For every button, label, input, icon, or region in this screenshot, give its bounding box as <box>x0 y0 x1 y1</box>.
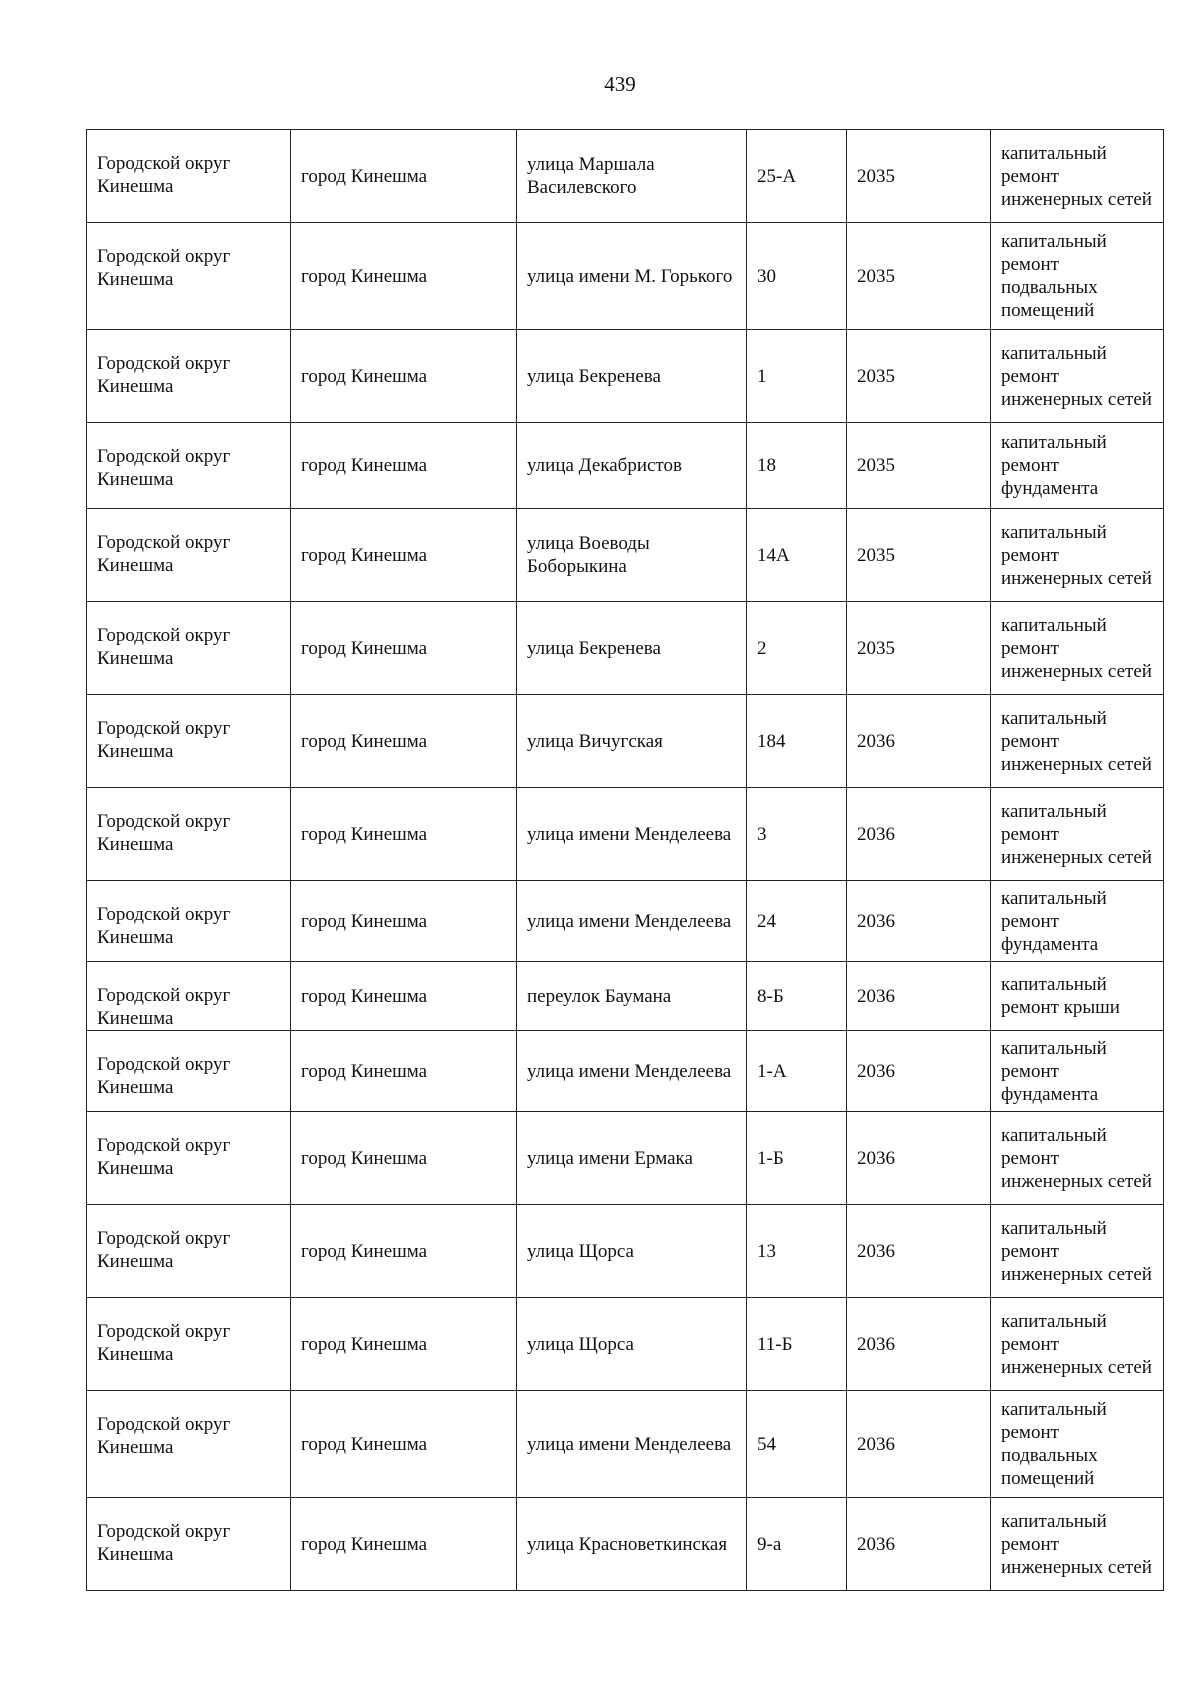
street-cell: улица Декабристов <box>517 423 747 509</box>
house-number-cell: 54 <box>747 1391 847 1498</box>
district-cell: Городской округ Кинешма <box>87 330 291 423</box>
table-row <box>87 130 1164 223</box>
street-cell: улица Щорса <box>517 1298 747 1391</box>
street-cell: улица Бекренева <box>517 602 747 695</box>
housing-repair-table <box>86 129 1164 1591</box>
street-cell: улица Маршала Василевского <box>517 130 747 223</box>
street-cell: улица имени Менделеева <box>517 881 747 962</box>
district-cell: Городской округ Кинешма <box>87 1298 291 1391</box>
district-cell: Городской округ Кинешма <box>87 223 291 330</box>
district-cell: Городской округ Кинешма <box>87 788 291 881</box>
repair-type-cell: капитальный ремонт инженерных сетей <box>991 602 1164 695</box>
year-cell: 2036 <box>847 1498 991 1591</box>
repair-type-cell: капитальный ремонт подвальных помещений <box>991 1391 1164 1498</box>
street-cell: улица Вичугская <box>517 695 747 788</box>
street-cell: улица имени М. Горького <box>517 223 747 330</box>
repair-type-cell: капитальный ремонт инженерных сетей <box>991 1298 1164 1391</box>
house-number-cell: 8-Б <box>747 962 847 1031</box>
city-cell: город Кинешма <box>291 1205 517 1298</box>
city-cell: город Кинешма <box>291 962 517 1031</box>
year-cell: 2035 <box>847 330 991 423</box>
repair-type-cell: капитальный ремонт инженерных сетей <box>991 1205 1164 1298</box>
house-number-cell: 1 <box>747 330 847 423</box>
table-row <box>87 1391 1164 1498</box>
year-cell: 2036 <box>847 1031 991 1112</box>
repair-type-cell: капитальный ремонт подвальных помещений <box>991 223 1164 330</box>
house-number-cell: 184 <box>747 695 847 788</box>
city-cell: город Кинешма <box>291 1031 517 1112</box>
house-number-cell: 18 <box>747 423 847 509</box>
year-cell: 2035 <box>847 223 991 330</box>
table-row <box>87 330 1164 423</box>
city-cell: город Кинешма <box>291 602 517 695</box>
district-cell: Городской округ Кинешма <box>87 881 291 962</box>
year-cell: 2036 <box>847 962 991 1031</box>
table-row <box>87 1112 1164 1205</box>
city-cell: город Кинешма <box>291 423 517 509</box>
table-row <box>87 881 1164 962</box>
city-cell: город Кинешма <box>291 1391 517 1498</box>
house-number-cell: 25-А <box>747 130 847 223</box>
repair-type-cell: капитальный ремонт инженерных сетей <box>991 788 1164 881</box>
district-cell: Городской округ Кинешма <box>87 130 291 223</box>
street-cell: улица имени Менделеева <box>517 1031 747 1112</box>
house-number-cell: 11-Б <box>747 1298 847 1391</box>
city-cell: город Кинешма <box>291 1298 517 1391</box>
district-cell: Городской округ Кинешма <box>87 602 291 695</box>
year-cell: 2036 <box>847 881 991 962</box>
city-cell: город Кинешма <box>291 881 517 962</box>
year-cell: 2036 <box>847 1112 991 1205</box>
repair-type-cell: капитальный ремонт инженерных сетей <box>991 1498 1164 1591</box>
city-cell: город Кинешма <box>291 1112 517 1205</box>
district-cell: Городской округ Кинешма <box>87 1031 291 1112</box>
house-number-cell: 24 <box>747 881 847 962</box>
district-cell: Городской округ Кинешма <box>87 1498 291 1591</box>
city-cell: город Кинешма <box>291 330 517 423</box>
district-cell: Городской округ Кинешма <box>87 1112 291 1205</box>
repair-type-cell: капитальный ремонт фундамента <box>991 1031 1164 1112</box>
house-number-cell: 1-Б <box>747 1112 847 1205</box>
repair-type-cell: капитальный ремонт инженерных сетей <box>991 509 1164 602</box>
street-cell: улица Щорса <box>517 1205 747 1298</box>
table-row <box>87 223 1164 330</box>
repair-type-cell: капитальный ремонт фундамента <box>991 423 1164 509</box>
city-cell: город Кинешма <box>291 1498 517 1591</box>
year-cell: 2036 <box>847 1391 991 1498</box>
year-cell: 2036 <box>847 788 991 881</box>
street-cell: улица имени Менделеева <box>517 1391 747 1498</box>
table-row <box>87 1031 1164 1112</box>
city-cell: город Кинешма <box>291 223 517 330</box>
year-cell: 2035 <box>847 130 991 223</box>
year-cell: 2036 <box>847 695 991 788</box>
city-cell: город Кинешма <box>291 788 517 881</box>
district-cell: Городской округ Кинешма <box>87 962 291 1031</box>
city-cell: город Кинешма <box>291 695 517 788</box>
house-number-cell: 13 <box>747 1205 847 1298</box>
table-row <box>87 1298 1164 1391</box>
repair-type-cell: капитальный ремонт инженерных сетей <box>991 330 1164 423</box>
street-cell: переулок Баумана <box>517 962 747 1031</box>
city-cell: город Кинешма <box>291 509 517 602</box>
table-row <box>87 695 1164 788</box>
repair-type-cell: капитальный ремонт инженерных сетей <box>991 695 1164 788</box>
repair-type-cell: капитальный ремонт фундамента <box>991 881 1164 962</box>
house-number-cell: 14А <box>747 509 847 602</box>
street-cell: улица имени Ермака <box>517 1112 747 1205</box>
table-row <box>87 962 1164 1031</box>
district-cell: Городской округ Кинешма <box>87 1391 291 1498</box>
year-cell: 2036 <box>847 1205 991 1298</box>
street-cell: улица Бекренева <box>517 330 747 423</box>
table-row <box>87 509 1164 602</box>
table-row <box>87 602 1164 695</box>
district-cell: Городской округ Кинешма <box>87 509 291 602</box>
table-row <box>87 1205 1164 1298</box>
house-number-cell: 9-а <box>747 1498 847 1591</box>
street-cell: улица Воеводы Боборыкина <box>517 509 747 602</box>
house-number-cell: 30 <box>747 223 847 330</box>
table-row <box>87 788 1164 881</box>
repair-type-cell: капитальный ремонт инженерных сетей <box>991 1112 1164 1205</box>
table-row <box>87 1498 1164 1591</box>
house-number-cell: 1-А <box>747 1031 847 1112</box>
page-number: 439 <box>604 72 636 96</box>
table-body <box>87 130 1164 1591</box>
district-cell: Городской округ Кинешма <box>87 695 291 788</box>
district-cell: Городской округ Кинешма <box>87 1205 291 1298</box>
year-cell: 2035 <box>847 423 991 509</box>
house-number-cell: 2 <box>747 602 847 695</box>
city-cell: город Кинешма <box>291 130 517 223</box>
street-cell: улица имени Менделеева <box>517 788 747 881</box>
district-cell: Городской округ Кинешма <box>87 423 291 509</box>
year-cell: 2035 <box>847 602 991 695</box>
year-cell: 2035 <box>847 509 991 602</box>
repair-type-cell: капитальный ремонт инженерных сетей <box>991 130 1164 223</box>
house-number-cell: 3 <box>747 788 847 881</box>
repair-type-cell: капитальный ремонт крыши <box>991 962 1164 1031</box>
year-cell: 2036 <box>847 1298 991 1391</box>
table-row <box>87 423 1164 509</box>
street-cell: улица Красноветкинская <box>517 1498 747 1591</box>
